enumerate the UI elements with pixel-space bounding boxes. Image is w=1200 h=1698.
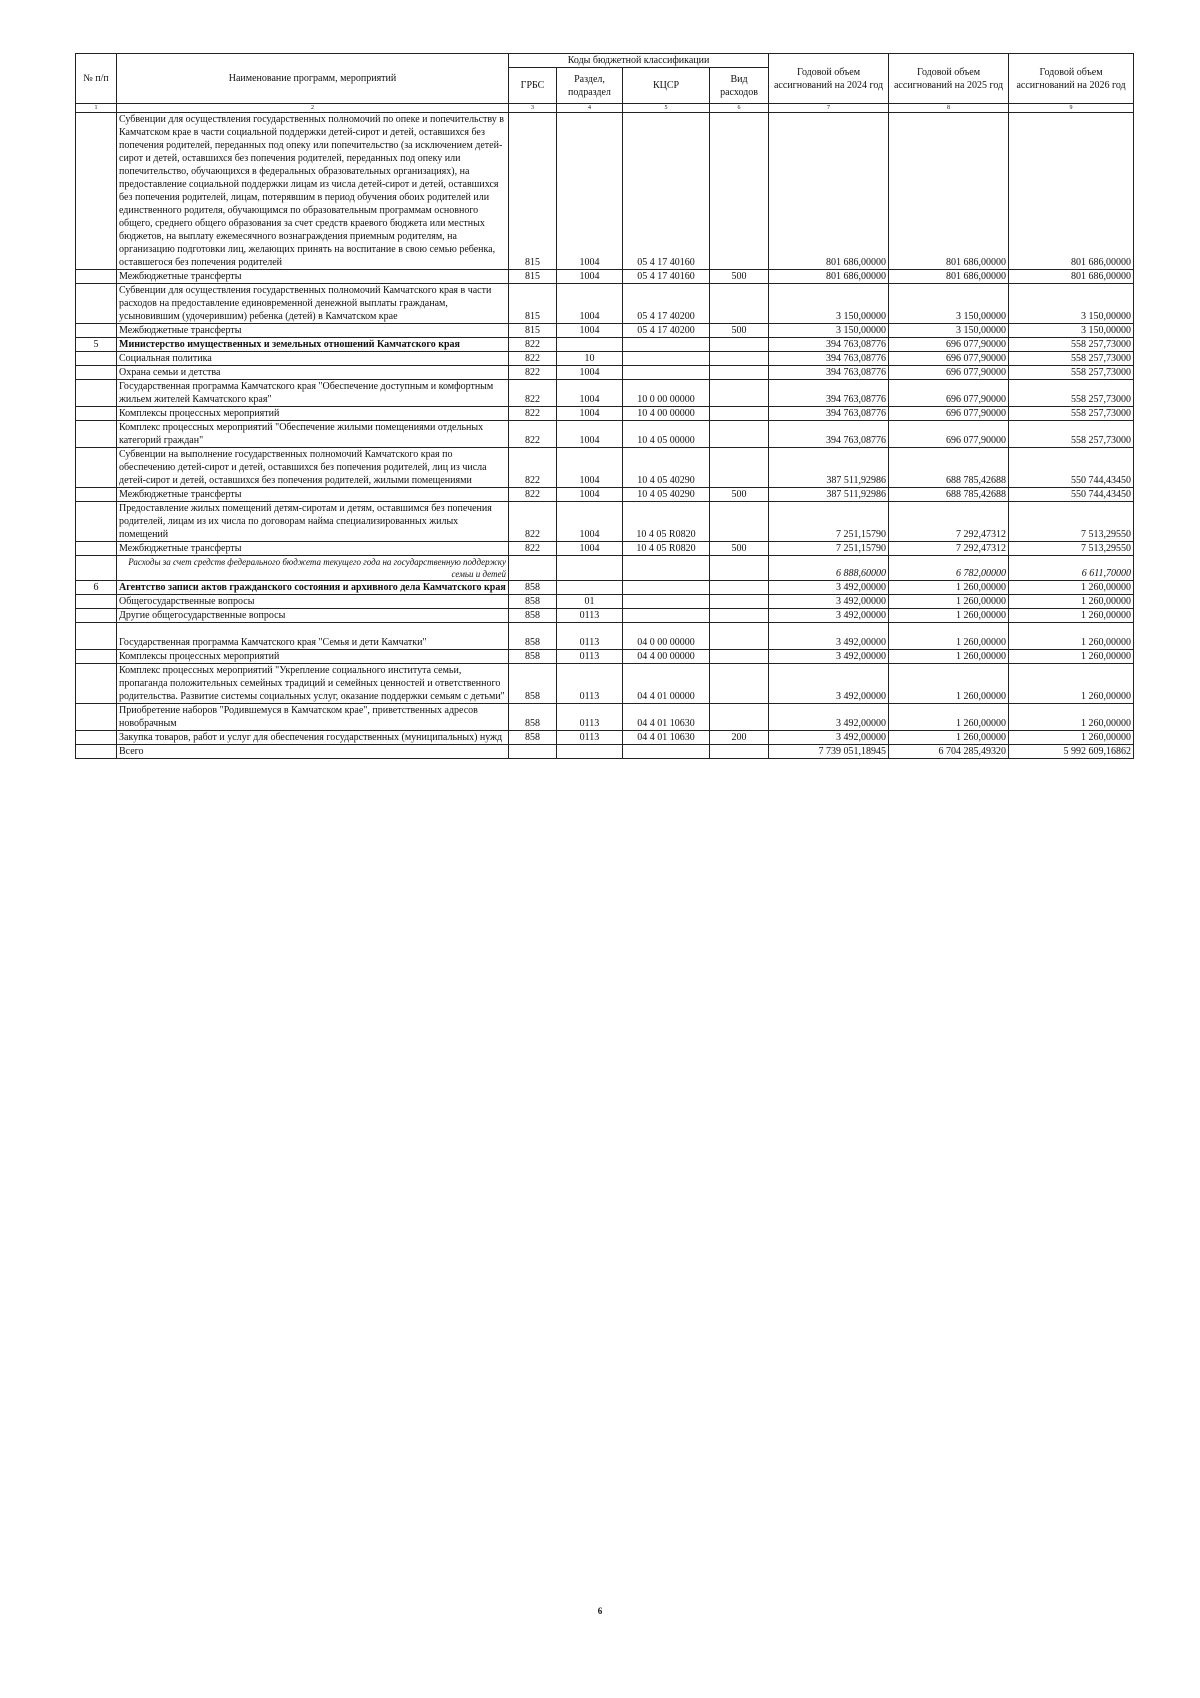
section-code: 1004 — [557, 380, 623, 407]
kcsr-code: 04 4 01 10630 — [623, 704, 710, 731]
kcsr-code: 10 4 05 00000 — [623, 421, 710, 448]
row-name: Комплексы процессных мероприятий — [117, 650, 509, 664]
row-number — [76, 704, 117, 731]
row-name: Закупка товаров, работ и услуг для обеспечения государственных (муниципальных) нужд — [117, 731, 509, 745]
amount-2026: 5 992 609,16862 — [1009, 745, 1134, 759]
row-name: Предоставление жилых помещений детям-сиротам и детям, оставшимся без попечения родителей, лицам из их числа по договорам найма специализированных жилых помещений — [117, 502, 509, 542]
grbs-code — [509, 745, 557, 759]
grbs-code: 858 — [509, 623, 557, 650]
grbs-code: 858 — [509, 704, 557, 731]
header-col-vr: Вид расходов — [710, 68, 769, 104]
expense-type-code — [710, 704, 769, 731]
amount-2026: 1 260,00000 — [1009, 664, 1134, 704]
expense-type-code — [710, 380, 769, 407]
amount-2024: 3 492,00000 — [769, 623, 889, 650]
grbs-code: 815 — [509, 113, 557, 270]
column-number: 2 — [117, 104, 509, 113]
section-code: 1004 — [557, 502, 623, 542]
table-row — [76, 488, 1134, 502]
amount-2026: 558 257,73000 — [1009, 352, 1134, 366]
row-name: Комплексы процессных мероприятий — [117, 407, 509, 421]
grbs-code: 822 — [509, 366, 557, 380]
row-number — [76, 745, 117, 759]
kcsr-code — [623, 595, 710, 609]
row-name: Комплекс процессных мероприятий "Обеспечение жилыми помещениями отдельных категорий граждан" — [117, 421, 509, 448]
grbs-code: 815 — [509, 270, 557, 284]
amount-2026: 3 150,00000 — [1009, 324, 1134, 338]
row-number — [76, 407, 117, 421]
amount-2024: 3 150,00000 — [769, 324, 889, 338]
kcsr-code — [623, 745, 710, 759]
amount-2026: 1 260,00000 — [1009, 731, 1134, 745]
amount-2025: 1 260,00000 — [889, 609, 1009, 623]
row-name: Субвенции на выполнение государственных полномочий Камчатского края по обеспечению детей-сирот и детей, оставшихся без попечения родителей, лиц из числа детей-сирот и детей, оставшихся без попечения родителей, жилыми помещениями — [117, 448, 509, 488]
kcsr-code — [623, 366, 710, 380]
row-name: Государственная программа Камчатского края "Семья и дети Камчатки" — [117, 623, 509, 650]
row-number — [76, 650, 117, 664]
row-number — [76, 366, 117, 380]
table-row — [76, 270, 1134, 284]
amount-2026: 1 260,00000 — [1009, 609, 1134, 623]
expense-type-code — [710, 595, 769, 609]
section-code: 1004 — [557, 421, 623, 448]
kcsr-code: 10 4 05 40290 — [623, 488, 710, 502]
amount-2025: 1 260,00000 — [889, 664, 1009, 704]
row-number — [76, 664, 117, 704]
grbs-code: 858 — [509, 609, 557, 623]
expense-type-code — [710, 338, 769, 352]
grbs-code: 822 — [509, 338, 557, 352]
expense-type-code — [710, 664, 769, 704]
grbs-code: 858 — [509, 731, 557, 745]
expense-type-code — [710, 745, 769, 759]
amount-2025: 3 150,00000 — [889, 284, 1009, 324]
amount-2024: 3 492,00000 — [769, 609, 889, 623]
amount-2026: 558 257,73000 — [1009, 421, 1134, 448]
table-row — [76, 650, 1134, 664]
row-number — [76, 731, 117, 745]
row-name: Государственная программа Камчатского края "Обеспечение доступным и комфортным жильем жителей Камчатского края" — [117, 380, 509, 407]
row-name: Комплекс процессных мероприятий "Укрепление социального института семьи, пропаганда положительных семейных традиций и семейных ценностей и ответственного родительства. Развитие системы социальных услуг, оказание поддержки семьям с детьми" — [117, 664, 509, 704]
amount-2025: 801 686,00000 — [889, 270, 1009, 284]
amount-2024: 394 763,08776 — [769, 421, 889, 448]
expense-type-code: 500 — [710, 270, 769, 284]
header-col-grbs: ГРБС — [509, 68, 557, 104]
grbs-code: 815 — [509, 284, 557, 324]
column-number: 9 — [1009, 104, 1134, 113]
amount-2026: 1 260,00000 — [1009, 704, 1134, 731]
section-code — [557, 581, 623, 595]
section-code: 1004 — [557, 270, 623, 284]
kcsr-code: 05 4 17 40160 — [623, 113, 710, 270]
kcsr-code — [623, 556, 710, 581]
amount-2025: 696 077,90000 — [889, 338, 1009, 352]
amount-2024: 801 686,00000 — [769, 113, 889, 270]
column-number: 5 — [623, 104, 710, 113]
amount-2024: 387 511,92986 — [769, 488, 889, 502]
section-code: 1004 — [557, 448, 623, 488]
row-number — [76, 623, 117, 650]
table-row — [76, 366, 1134, 380]
header-col-2024: Годовой объем ассигнований на 2024 год — [769, 54, 889, 104]
amount-2025: 1 260,00000 — [889, 731, 1009, 745]
amount-2024: 3 150,00000 — [769, 284, 889, 324]
amount-2024: 7 739 051,18945 — [769, 745, 889, 759]
grbs-code: 815 — [509, 324, 557, 338]
row-name: Расходы за счет средств федерального бюджета текущего года на государственную поддержку семьи и детей — [117, 556, 509, 581]
amount-2024: 394 763,08776 — [769, 338, 889, 352]
section-code: 1004 — [557, 113, 623, 270]
amount-2024: 394 763,08776 — [769, 352, 889, 366]
amount-2026: 6 611,70000 — [1009, 556, 1134, 581]
grbs-code: 858 — [509, 650, 557, 664]
column-number: 8 — [889, 104, 1009, 113]
header-col-num: № п/п — [76, 54, 117, 104]
expense-type-code — [710, 623, 769, 650]
table-row — [76, 623, 1134, 650]
amount-2025: 1 260,00000 — [889, 704, 1009, 731]
amount-2026: 558 257,73000 — [1009, 338, 1134, 352]
row-number — [76, 609, 117, 623]
kcsr-code: 05 4 17 40200 — [623, 324, 710, 338]
section-code: 0113 — [557, 609, 623, 623]
amount-2026: 3 150,00000 — [1009, 284, 1134, 324]
table-row — [76, 407, 1134, 421]
row-number — [76, 270, 117, 284]
row-name: Социальная политика — [117, 352, 509, 366]
row-number — [76, 113, 117, 270]
grbs-code: 858 — [509, 664, 557, 704]
row-number — [76, 448, 117, 488]
table-row — [76, 352, 1134, 366]
amount-2026: 550 744,43450 — [1009, 448, 1134, 488]
column-number: 6 — [710, 104, 769, 113]
amount-2025: 801 686,00000 — [889, 113, 1009, 270]
kcsr-code: 10 4 05 40290 — [623, 448, 710, 488]
amount-2026: 1 260,00000 — [1009, 581, 1134, 595]
section-code: 1004 — [557, 366, 623, 380]
expense-type-code — [710, 407, 769, 421]
row-name: Субвенции для осуществления государственных полномочий Камчатского края в части расходов на предоставление единовременной денежной выплаты гражданам, усыновившим (удочерившим) ребенка (детей) в Камчатском крае — [117, 284, 509, 324]
kcsr-code — [623, 338, 710, 352]
expense-type-code — [710, 609, 769, 623]
grbs-code: 822 — [509, 380, 557, 407]
kcsr-code: 10 4 00 00000 — [623, 407, 710, 421]
page-number: 6 — [597, 1606, 603, 1616]
expense-type-code — [710, 581, 769, 595]
amount-2025: 696 077,90000 — [889, 380, 1009, 407]
amount-2025: 3 150,00000 — [889, 324, 1009, 338]
kcsr-code: 04 4 00 00000 — [623, 650, 710, 664]
column-number: 1 — [76, 104, 117, 113]
amount-2024: 801 686,00000 — [769, 270, 889, 284]
table-row — [76, 556, 1134, 581]
amount-2025: 1 260,00000 — [889, 581, 1009, 595]
row-number — [76, 284, 117, 324]
amount-2026: 1 260,00000 — [1009, 595, 1134, 609]
row-name: Межбюджетные трансферты — [117, 270, 509, 284]
amount-2025: 1 260,00000 — [889, 623, 1009, 650]
kcsr-code — [623, 609, 710, 623]
amount-2026: 1 260,00000 — [1009, 623, 1134, 650]
grbs-code: 822 — [509, 407, 557, 421]
amount-2024: 7 251,15790 — [769, 502, 889, 542]
amount-2024: 3 492,00000 — [769, 581, 889, 595]
grbs-code — [509, 556, 557, 581]
amount-2024: 3 492,00000 — [769, 595, 889, 609]
section-code: 01 — [557, 595, 623, 609]
amount-2024: 3 492,00000 — [769, 731, 889, 745]
table-row — [76, 284, 1134, 324]
table-row — [76, 448, 1134, 488]
amount-2026: 801 686,00000 — [1009, 113, 1134, 270]
grbs-code: 822 — [509, 448, 557, 488]
section-code: 1004 — [557, 488, 623, 502]
expense-type-code — [710, 502, 769, 542]
column-number: 3 — [509, 104, 557, 113]
row-number — [76, 542, 117, 556]
amount-2025: 688 785,42688 — [889, 488, 1009, 502]
table-row — [76, 338, 1134, 352]
grbs-code: 822 — [509, 542, 557, 556]
row-name: Межбюджетные трансферты — [117, 488, 509, 502]
amount-2025: 696 077,90000 — [889, 352, 1009, 366]
expense-type-code: 500 — [710, 488, 769, 502]
expense-type-code — [710, 556, 769, 581]
row-name: Межбюджетные трансферты — [117, 542, 509, 556]
row-number — [76, 488, 117, 502]
column-number: 4 — [557, 104, 623, 113]
grbs-code: 858 — [509, 581, 557, 595]
table-row — [76, 581, 1134, 595]
row-name: Охрана семьи и детства — [117, 366, 509, 380]
kcsr-code: 05 4 17 40200 — [623, 284, 710, 324]
expense-type-code — [710, 421, 769, 448]
section-code: 0113 — [557, 664, 623, 704]
grbs-code: 822 — [509, 502, 557, 542]
section-code: 0113 — [557, 650, 623, 664]
row-name: Другие общегосударственные вопросы — [117, 609, 509, 623]
row-number: 5 — [76, 338, 117, 352]
kcsr-code: 04 0 00 00000 — [623, 623, 710, 650]
row-number — [76, 556, 117, 581]
row-number — [76, 324, 117, 338]
section-code — [557, 556, 623, 581]
section-code: 10 — [557, 352, 623, 366]
header-col-2026: Годовой объем ассигнований на 2026 год — [1009, 54, 1134, 104]
budget-allocation-table — [75, 53, 1134, 759]
row-number — [76, 595, 117, 609]
amount-2025: 7 292,47312 — [889, 502, 1009, 542]
section-code: 0113 — [557, 731, 623, 745]
grbs-code: 822 — [509, 488, 557, 502]
table-row — [76, 595, 1134, 609]
amount-2025: 696 077,90000 — [889, 366, 1009, 380]
amount-2026: 1 260,00000 — [1009, 650, 1134, 664]
amount-2024: 7 251,15790 — [769, 542, 889, 556]
amount-2024: 6 888,60000 — [769, 556, 889, 581]
kcsr-code: 10 4 05 R0820 — [623, 542, 710, 556]
header-col-kcsr: КЦСР — [623, 68, 710, 104]
table-body — [76, 113, 1134, 759]
amount-2025: 1 260,00000 — [889, 595, 1009, 609]
section-code — [557, 745, 623, 759]
row-number — [76, 421, 117, 448]
grbs-code: 822 — [509, 352, 557, 366]
kcsr-code: 05 4 17 40160 — [623, 270, 710, 284]
row-name: Общегосударственные вопросы — [117, 595, 509, 609]
amount-2024: 3 492,00000 — [769, 650, 889, 664]
column-number-row — [76, 104, 1134, 113]
table-row — [76, 664, 1134, 704]
amount-2025: 6 704 285,49320 — [889, 745, 1009, 759]
table-row — [76, 542, 1134, 556]
row-name: Субвенции для осуществления государственных полномочий по опеке и попечительству в Камчатском крае в части социальной поддержки детей-сирот и детей, оставшихся без попечения родителей, переданных под опеку или попечительство (за исключением детей-сирот и детей, оставшихся без попечения родителей, переданных под опеку или попечительство, обучающихся в федеральных образовательных организациях), на предоставление социальной поддержки лицам из числа детей-сирот и детей, оставшихся без попечения родителей, лицам, потерявшим в период обучения обоих родителей или единственного родителя, обучающимся по образовательным программам основного общего, среднего общего образования за счет средств краевого бюджета или местных бюджетов, на выплату ежемесячного вознаграждения приемным родителям, на организацию подготовки лиц, желающих принять на воспитание в свою семью ребенка, оставшегося без попечения родителей — [117, 113, 509, 270]
row-number — [76, 380, 117, 407]
header-col-name: Наименование программ, мероприятий — [117, 54, 509, 104]
amount-2026: 558 257,73000 — [1009, 380, 1134, 407]
amount-2024: 3 492,00000 — [769, 704, 889, 731]
section-code: 1004 — [557, 284, 623, 324]
row-name: Агентство записи актов гражданского состояния и архивного дела Камчатского края — [117, 581, 509, 595]
table-row — [76, 609, 1134, 623]
kcsr-code: 04 4 01 10630 — [623, 731, 710, 745]
amount-2026: 801 686,00000 — [1009, 270, 1134, 284]
expense-type-code — [710, 650, 769, 664]
table-row — [76, 324, 1134, 338]
section-code — [557, 338, 623, 352]
amount-2025: 696 077,90000 — [889, 407, 1009, 421]
row-name: Межбюджетные трансферты — [117, 324, 509, 338]
row-name: Приобретение наборов "Родившемуся в Камчатском крае", приветственных адресов новобрачным — [117, 704, 509, 731]
row-number — [76, 502, 117, 542]
amount-2025: 7 292,47312 — [889, 542, 1009, 556]
amount-2024: 387 511,92986 — [769, 448, 889, 488]
header-codes-group: Коды бюджетной классификации — [509, 54, 769, 68]
expense-type-code — [710, 352, 769, 366]
kcsr-code: 10 4 05 R0820 — [623, 502, 710, 542]
header-col-2025: Годовой объем ассигнований на 2025 год — [889, 54, 1009, 104]
expense-type-code — [710, 448, 769, 488]
section-code: 1004 — [557, 542, 623, 556]
amount-2025: 6 782,00000 — [889, 556, 1009, 581]
kcsr-code — [623, 581, 710, 595]
row-number — [76, 352, 117, 366]
row-number: 6 — [76, 581, 117, 595]
amount-2025: 696 077,90000 — [889, 421, 1009, 448]
amount-2024: 394 763,08776 — [769, 407, 889, 421]
table-row — [76, 745, 1134, 759]
kcsr-code: 10 0 00 00000 — [623, 380, 710, 407]
row-name: Министерство имущественных и земельных отношений Камчатского края — [117, 338, 509, 352]
amount-2024: 3 492,00000 — [769, 664, 889, 704]
amount-2024: 394 763,08776 — [769, 366, 889, 380]
table-row — [76, 704, 1134, 731]
kcsr-code: 04 4 01 00000 — [623, 664, 710, 704]
table-row — [76, 731, 1134, 745]
row-name: Всего — [117, 745, 509, 759]
amount-2025: 688 785,42688 — [889, 448, 1009, 488]
kcsr-code — [623, 352, 710, 366]
grbs-code: 858 — [509, 595, 557, 609]
table-row — [76, 380, 1134, 407]
section-code: 1004 — [557, 407, 623, 421]
expense-type-code: 200 — [710, 731, 769, 745]
expense-type-code — [710, 113, 769, 270]
amount-2026: 558 257,73000 — [1009, 407, 1134, 421]
amount-2026: 558 257,73000 — [1009, 366, 1134, 380]
amount-2026: 7 513,29550 — [1009, 542, 1134, 556]
amount-2024: 394 763,08776 — [769, 380, 889, 407]
table-row — [76, 113, 1134, 270]
expense-type-code — [710, 284, 769, 324]
expense-type-code: 500 — [710, 542, 769, 556]
amount-2026: 7 513,29550 — [1009, 502, 1134, 542]
expense-type-code — [710, 366, 769, 380]
grbs-code: 822 — [509, 421, 557, 448]
section-code: 1004 — [557, 324, 623, 338]
amount-2025: 1 260,00000 — [889, 650, 1009, 664]
header-col-section: Раздел, подраздел — [557, 68, 623, 104]
section-code: 0113 — [557, 623, 623, 650]
expense-type-code: 500 — [710, 324, 769, 338]
section-code: 0113 — [557, 704, 623, 731]
amount-2026: 550 744,43450 — [1009, 488, 1134, 502]
column-number: 7 — [769, 104, 889, 113]
table-row — [76, 421, 1134, 448]
table-row — [76, 502, 1134, 542]
